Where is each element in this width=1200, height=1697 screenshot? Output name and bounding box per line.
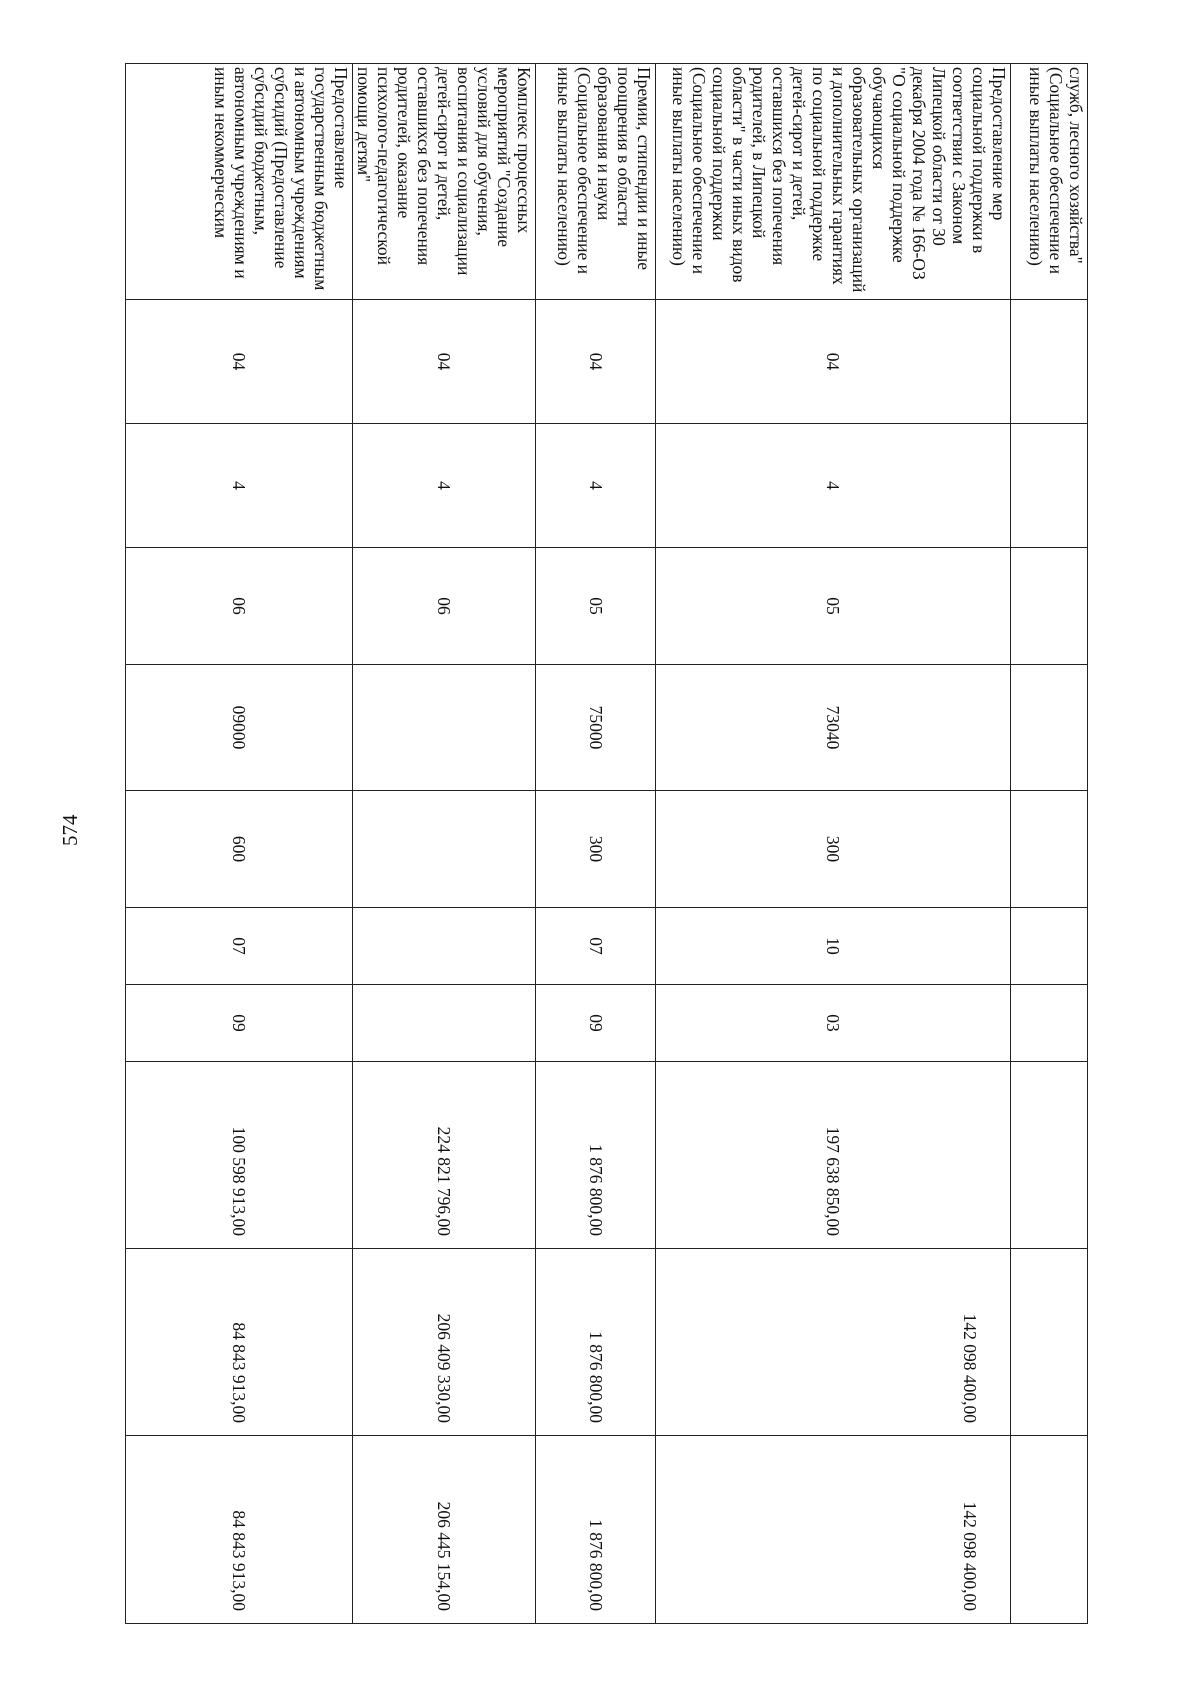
cell-complex: 05 <box>656 548 1011 665</box>
amount-year-3: 142 098 400,00 <box>656 1436 1011 1624</box>
cell-section: 07 <box>126 908 353 985</box>
table-row <box>656 64 1011 1624</box>
amount-year-1 <box>1011 1062 1088 1249</box>
cell-program: 04 <box>353 300 536 424</box>
cell-subsection: 09 <box>126 985 353 1062</box>
cell-expense-type <box>1011 791 1088 908</box>
cell-program <box>1011 300 1088 424</box>
row-name: Премии, стипендии и иные поощрения в области образования и науки (Социальное обеспечение и иные выплаты населению) <box>536 64 656 300</box>
cell-program: 04 <box>656 300 1011 424</box>
cell-complex <box>1011 548 1088 665</box>
amount-year-1: 1 876 800,00 <box>536 1062 656 1249</box>
row-name: Предоставление государственным бюджетным и автономным учреждениям субсидий (Предоставление субсидий бюджетным, автономным учреждениям и иным некоммерческим <box>126 64 353 300</box>
row-name: Комплекс процессных мероприятий "Создание условий для обучения, воспитания и социализации детей-сирот и детей, оставшихся без попечения родителей, оказание психолого-педагогической помощи детям" <box>353 64 536 300</box>
cell-expense-type: 600 <box>126 791 353 908</box>
cell-expense-type <box>353 791 536 908</box>
page-number: 574 <box>58 814 82 846</box>
amount-year-3 <box>1011 1436 1088 1624</box>
cell-complex: 06 <box>126 548 353 665</box>
table-row <box>353 64 536 1624</box>
amount-year-1: 224 821 796,00 <box>353 1062 536 1249</box>
table-row <box>536 64 656 1624</box>
cell-complex: 05 <box>536 548 656 665</box>
cell-expense-type: 300 <box>536 791 656 908</box>
cell-type: 4 <box>536 424 656 548</box>
cell-direction <box>353 665 536 791</box>
cell-subsection <box>1011 985 1088 1062</box>
cell-subsection: 09 <box>536 985 656 1062</box>
cell-expense-type: 300 <box>656 791 1011 908</box>
rotated-page <box>128 63 1088 1623</box>
amount-year-2: 1 876 800,00 <box>536 1249 656 1436</box>
table-row <box>1011 64 1088 1624</box>
cell-type: 4 <box>126 424 353 548</box>
cell-program: 04 <box>126 300 353 424</box>
table-row <box>126 64 353 1624</box>
cell-type: 4 <box>656 424 1011 548</box>
cell-direction: 75000 <box>536 665 656 791</box>
row-name: служб, лесного хозяйства" (Социальное обеспечение и иные выплаты населению) <box>1011 64 1088 300</box>
amount-year-3: 1 876 800,00 <box>536 1436 656 1624</box>
amount-year-2: 206 409 330,00 <box>353 1249 536 1436</box>
cell-direction: 73040 <box>656 665 1011 791</box>
cell-type: 4 <box>353 424 536 548</box>
amount-year-2: 84 843 913,00 <box>126 1249 353 1436</box>
amount-year-2: 142 098 400,00 <box>656 1249 1011 1436</box>
row-name: Предоставление мер социальной поддержки в соответствии с Законом Липецкой области от 30 декабря 2004 года № 166-ОЗ "О социальной поддержке обучающихся образовательных организаций и дополнительных гарантиях по социальной поддержке детей-сирот и детей, оставшихся без попечения родителей, в Липецкой области" в части иных видов социальной поддержки (Социальное обеспечение и иные выплаты населению) <box>656 64 1011 300</box>
cell-type <box>1011 424 1088 548</box>
amount-year-1: 100 598 913,00 <box>126 1062 353 1249</box>
amount-year-1: 197 638 850,00 <box>656 1062 1011 1249</box>
cell-section <box>1011 908 1088 985</box>
cell-subsection: 03 <box>656 985 1011 1062</box>
cell-section: 07 <box>536 908 656 985</box>
amount-year-3: 206 445 154,00 <box>353 1436 536 1624</box>
budget-table <box>125 63 1088 1624</box>
cell-direction <box>1011 665 1088 791</box>
cell-complex: 06 <box>353 548 536 665</box>
cell-section: 10 <box>656 908 1011 985</box>
amount-year-3: 84 843 913,00 <box>126 1436 353 1624</box>
cell-subsection <box>353 985 536 1062</box>
amount-year-2 <box>1011 1249 1088 1436</box>
cell-section <box>353 908 536 985</box>
cell-program: 04 <box>536 300 656 424</box>
cell-direction: 09000 <box>126 665 353 791</box>
